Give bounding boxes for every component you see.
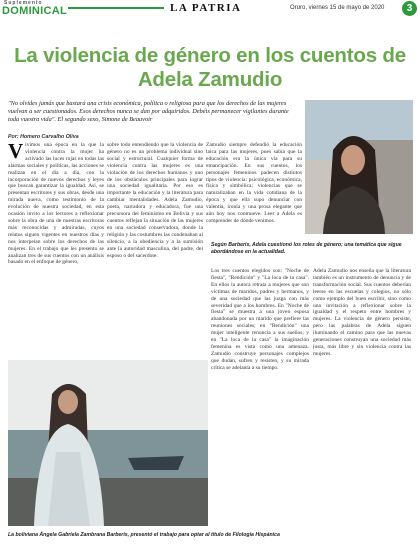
newspaper-name: LA PATRIA bbox=[170, 2, 242, 14]
logo-supertitle: Suplemento bbox=[4, 0, 43, 6]
body-column-2: sobre todo entendiendo que la violencia de género no es un problema individual sino social y estructural. Cualquier forma de violencia contra las mujeres es una violación de los derechos humanos y uno de los obstáculos principales para lograr una sociedad igualitaria. Por eso es importante la educación y la literatura para cambiar mentalidades. Adela Zamudio, poeta, narradora y educadora, fue una precursora del feminismo en Bolivia y sus cuentos reflejan la situación de las mujeres en una sociedad conservadora, donde la religión y las costumbres las condenaban al silencio, a la obediencia y a la sumisión ante la autoridad masculina, del padre, del esposo o del sacerdote. bbox=[107, 142, 203, 259]
page-header bbox=[0, 0, 420, 18]
body-column-1 bbox=[8, 142, 104, 360]
body-column-3: Zamudio siempre defendió la educación laica para las mujeres, pues sabía que la educación era la única vía para su emancipación. En sus cuentos, los personajes femeninos padecen distintos tipos de violencia: psicológica, económica, física y simbólica; violencias que se naturalizaban en la vida cotidiana de la época y que ella supo denunciar con valentía, ironía y una prosa elegante que aún hoy nos conmueve. Leer a Adela es comprender de dónde venimos. bbox=[206, 142, 302, 224]
photo-caption-left: La boliviana Ángela Gabriela Zambrana Barberis, presentó el trabajo para optar al título de Filología Hispánica bbox=[8, 532, 280, 538]
photo-caption-right: Según Barberis, Adela cuestionó los roles de género; una temática que sigue abordándose en la actualidad. bbox=[211, 242, 402, 255]
portrait-photo bbox=[305, 100, 413, 234]
body-text-1: ivimos una época en la que la violencia contra la mujer ha activado las luces rojas en todas las alarmas sociales y políticas, las acciones se realizan en el día a día, con la incorporación de nuevos derechos y leyes que buscan garantizar la igualdad. Así, se presentan escritores y sus obras, desde una mirada nueva, como testimonio de la evolución de nuestra sociedad, en esta ocasión invito a los lectores a reflexionar sobre la obra de una de nuestras escritoras más reconocidas y admiradas, cuyos relatos siguen vigentes en nuestros días y nos interpelan sobre los derechos de las mujeres. En el trabajo que les presento se analizan tres de sus cuentos con un análisis basado en el enfoque de género, bbox=[8, 142, 104, 266]
logo-text: DOMINICAL bbox=[2, 5, 68, 17]
epigraph-quote: "No olvides jamás que bastará una crisis económica, política o religiosa para que los derechos de las mujeres vuelvan a ser cuestionados. Esos derechos nunca se dan por adquiridos. Debéis permanecer vigilantes durante toda vuestra vida". El segundo sexo, Simone de Beauvoir bbox=[8, 100, 289, 124]
article-title: La violencia de género en los cuentos de Adela Zamudio bbox=[14, 44, 406, 91]
harbor-photo bbox=[8, 360, 208, 526]
dateline: Oruro, viernes 15 de mayo de 2020 bbox=[290, 5, 385, 11]
page-number-badge: 3 bbox=[402, 1, 417, 16]
byline: Por: Homero Carvalho Oliva bbox=[8, 134, 79, 140]
drop-cap: V bbox=[8, 142, 24, 163]
supplement-logo bbox=[2, 0, 68, 17]
header-rule bbox=[68, 7, 164, 9]
body-column-4: Los tres cuentos elegidos son: "Noche de fiesta", "Rendición" y "La loca de la casa". En ellos la autora retrata a mujeres que son víctimas de maridos, padres y hermanos, y de una sociedad que las juzga con más severidad que a los hombres. En "Noche de fiesta" se muestra a una joven esposa abandonada por un marido que prefiere las reuniones sociales; en "Rendición" una mujer inteligente renuncia a sus sueños; y en "La loca de la casa" la imaginación femenina es vista como una amenaza. Zamudio construye personajes complejos que dudan, sufren y resisten, y su mirada crítica se adelanta a su tiempo. bbox=[211, 268, 309, 371]
body-column-5: Adela Zamudio nos enseña que la literatura también es un instrumento de denuncia y de transformación social. Sus cuentos deberían leerse en las escuelas y colegios, no sólo como ejemplo del buen escribir, sino como una invitación a reflexionar sobre la igualdad y el respeto entre hombres y mujeres. La violencia de género persiste, pero las palabras de Adela siguen iluminando el camino para que las nuevas generaciones construyan una sociedad más justa, más libre y sin violencia contra las mujeres. bbox=[313, 268, 411, 357]
